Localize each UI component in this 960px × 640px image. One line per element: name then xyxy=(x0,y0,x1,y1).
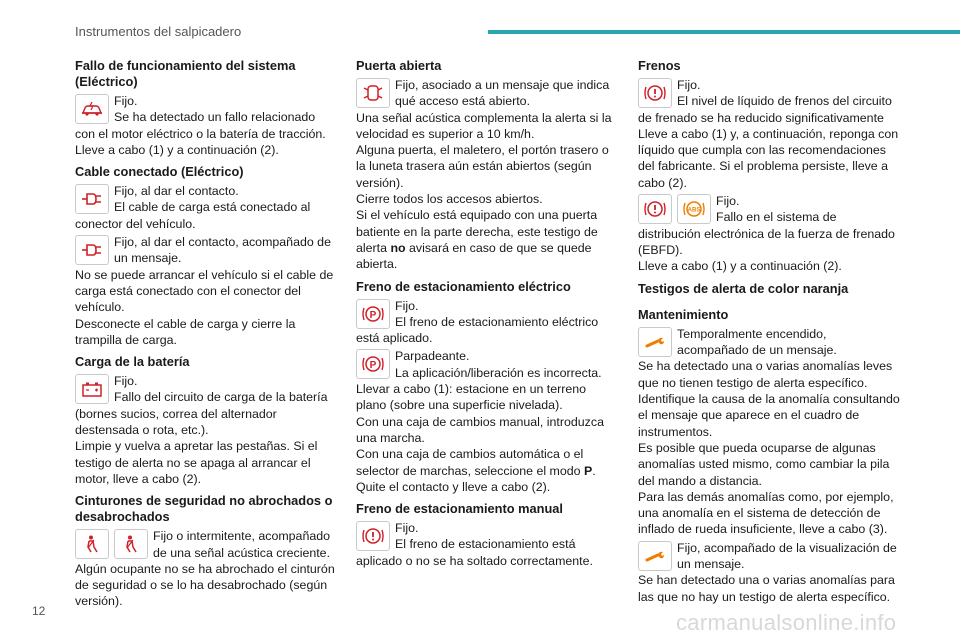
section-maintenance: Mantenimiento Temporalmente encendido, acompañado de un mensaje. Se ha detectado una o varias anomalías leves que no tienen testigo de alerta específico. Identifique la causa de la anomalía consultando el mensaje que aparece en el cuadro de instrumentos. Es posible que pueda ocuparse de algunas anomalías usted mismo, como cambiar la pila del mando a distancia. Para las demás anomalías como, por ejemplo, una anomalía en el sistema de detección de inflado de rueda insuficiente, lleve a cabo (3). Fijo, acompañado de la visualización de un mensaje. Se han detectado una o varias anomalías para las que no hay un testigo de alerta específico. xyxy=(638,306,900,604)
parking-brake-icon xyxy=(356,349,390,379)
watermark: carmanualsonline.info xyxy=(676,610,897,635)
car-fault-icon xyxy=(75,94,109,124)
wrench-icon xyxy=(638,327,672,357)
seatbelt-icon xyxy=(114,529,148,559)
column-1 xyxy=(75,58,337,616)
section-cable-connected: Cable conectado (Eléctrico) Fijo, al dar el contacto. El cable de carga está conectado al conector del vehículo. Fijo, al dar el contacto, acompañado de un mensaje. No se puede arrancar el vehículo si el cable de carga está conectado con el conector del vehículo. Desconecte el cable de carga y cierre la trampilla de carga. xyxy=(75,164,337,348)
brake-warning-icon xyxy=(356,521,390,551)
running-header: Instrumentos del salpicadero xyxy=(75,24,242,39)
brake-warning-icon xyxy=(638,78,672,108)
brake-warning-icon xyxy=(638,194,672,224)
section-title: Mantenimiento xyxy=(638,306,729,322)
abs-icon xyxy=(677,194,711,224)
section-title: Freno de estacionamiento manual xyxy=(356,501,563,517)
column-2 xyxy=(356,58,618,575)
section-electric-parking-brake: Freno de estacionamiento eléctrico P Fijo. El freno de estacionamiento eléctrico está aplicado. P Parpadeante. La aplicación/liberación es incorrecta. Llevar a cabo (1): estacione en un terreno plano (sobre una superficie nivelada). Con una caja de cambios manual, introduzca una marcha. Con una caja de cambios automática o el selector de marchas, seleccione el modo P. Quite el contacto y lleve a cabo (2). xyxy=(356,279,618,496)
section-door-open: Puerta abierta Fijo, asociado a un mensaje que indica qué acceso está abierto. Una señal acústica complementa la alerta si la velocidad es superior a 10 km/h. Alguna puerta, el maletero, el portón trasero o la luneta trasera aún están abiertos (según versión). Cierre todos los accesos abiertos. Si el vehículo está equipado con una puerta batiente en la parte derecha, este testigo de alerta no avisará en caso de que se quede abierta. xyxy=(356,58,618,273)
header-accent-bar xyxy=(488,30,960,34)
svg-text:ABS: ABS xyxy=(687,207,701,214)
seatbelt-icon xyxy=(75,529,109,559)
section-title: Puerta abierta xyxy=(356,58,442,73)
section-battery-charge: Carga de la batería Fijo. Fallo del circuito de carga de la batería (bornes sucios, correa del alternador destensada o rota, etc.). Limpie y vuelva a apretar las pestañas. Si el testigo de alerta no se apaga al arrancar el motor, lleve a cabo (2). xyxy=(75,354,337,487)
svg-text:P: P xyxy=(369,309,377,321)
section-system-fault: Fallo de funcionamiento del sistema (Eléctrico) Fijo. Se ha detectado un fallo relacionado con el motor eléctrico o la batería de tracción. Lleve a cabo (1) y a continuación (2). xyxy=(75,58,337,158)
section-title: Cable conectado (Eléctrico) xyxy=(75,164,244,180)
plug-icon xyxy=(75,184,109,214)
subsection-title: Testigos de alerta de color naranja xyxy=(638,280,849,296)
section-title: Cinturones de seguridad no abrochados o desabrochados xyxy=(75,493,333,525)
battery-icon xyxy=(75,374,109,404)
page-number: 12 xyxy=(32,604,46,618)
plug-icon xyxy=(75,235,109,265)
svg-text:P: P xyxy=(369,360,377,372)
section-manual-parking-brake: Freno de estacionamiento manual Fijo. El freno de estacionamiento está aplicado o no se ha soltado correctamente. xyxy=(356,501,618,569)
section-title: Freno de estacionamiento eléctrico xyxy=(356,278,571,294)
section-title: Carga de la batería xyxy=(75,354,190,370)
wrench-icon xyxy=(638,541,672,571)
column-3 xyxy=(638,58,900,611)
parking-brake-icon xyxy=(356,299,390,329)
section-brakes: Frenos Fijo. El nivel de líquido de frenos del circuito de frenado se ha reducido significativamente Lleve a cabo (1) y, a continuación, reponga con líquido que cumpla con las recomendaciones del fabricante. Si el problema persiste, lleve a cabo (2). ABS Fijo. Fallo en el sistema de distribución electrónica de la fuerza de frenado (EBFD). Lleve a cabo (1) y a continuación (2). xyxy=(638,58,899,274)
door-open-icon xyxy=(356,78,390,108)
section-title: Fallo de funcionamiento del sistema (Eléctrico) xyxy=(75,58,296,89)
section-seatbelts: Cinturones de seguridad no abrochados o desabrochados Fijo o intermitente, acompañado de una señal acústica creciente. Algún ocupante no se ha abrochado el cinturón de seguridad o se lo ha desabrochado (según versión). xyxy=(75,493,337,609)
section-title: Frenos xyxy=(638,58,681,73)
